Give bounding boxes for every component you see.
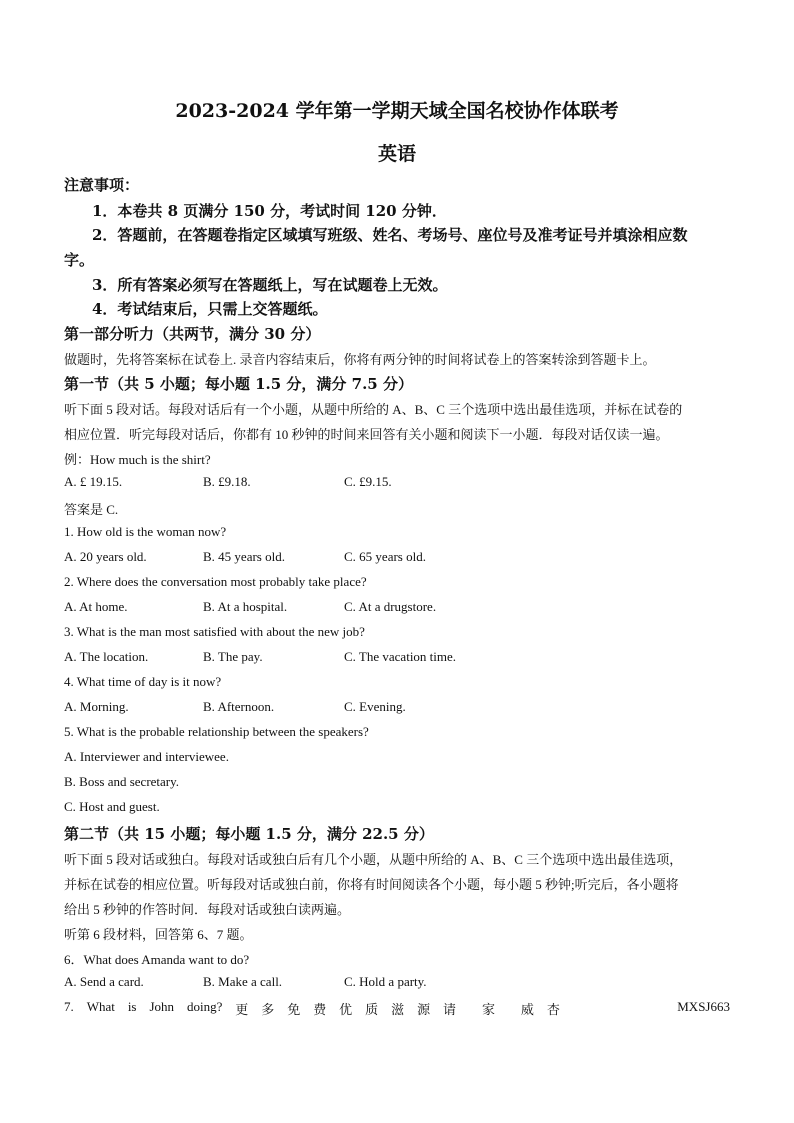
example-option-a: A. £ 19.15. (64, 474, 123, 489)
q5-option-a: A. Interviewer and interviewee. (64, 749, 229, 764)
q2-option-a: A. At home. (64, 599, 128, 614)
section1-instruction-1: 听下面 5 段对话。每段对话后有一个小题，从题中所给的 A、B、C 三个选项中选出最佳选项，并标在试卷的 (64, 402, 683, 417)
section2-heading: 第二节（共 15 小题；每小题 1.5 分，满分 22.5 分） (64, 825, 434, 843)
exam-title: 2023-2024 学年第一学期天域全国名校协作体联考 (175, 100, 619, 122)
q7-word: 更 (235, 1002, 249, 1017)
q1-option-a: A. 20 years old. (64, 549, 147, 564)
question-6: 6．What does Amanda want to do? (64, 952, 250, 967)
question-7 (64, 999, 560, 1018)
q6-option-b: B. Make a call. (203, 974, 283, 989)
section2-instruction-2: 并标在试卷的相应位置。听每段对话或独白前，你将有时间阅读各个小题，每小题 5 秒钟;听完后，各小题将 (64, 877, 679, 892)
notice-item-4: 4．考试结束后，只需上交答题纸。 (92, 300, 328, 318)
example-option-b: B. £9.18. (203, 474, 251, 489)
example-answer: 答案是 C. (64, 502, 119, 517)
notice-heading: 注意事项： (64, 176, 140, 194)
q7-word: 家 (481, 1002, 495, 1017)
q7-word: 费 (313, 1002, 327, 1017)
question-1: 1. How old is the woman now? (64, 524, 227, 539)
subject-title: 英语 (377, 143, 416, 165)
example-option-c: C. £9.15. (344, 474, 392, 489)
q4-option-b: B. Afternoon. (203, 699, 275, 714)
q3-option-b: B. The pay. (203, 649, 263, 664)
q7-word: 滋 (391, 1002, 405, 1017)
q4-option-a: A. Morning. (64, 699, 129, 714)
material-note: 听第 6 段材料，回答第 6、7 题。 (64, 927, 253, 942)
q7-word: John (149, 999, 174, 1014)
q7-word: 质 (365, 1002, 379, 1017)
q1-option-b: B. 45 years old. (203, 549, 285, 564)
q6-option-a: A. Send a card. (64, 974, 144, 989)
q6-option-c: C. Hold a party. (344, 974, 427, 989)
q7-word: 优 (339, 1002, 353, 1017)
q2-option-c: C. At a drugstore. (344, 599, 437, 614)
notice-item-3: 3．所有答案必须写在答题纸上，写在试题卷上无效。 (92, 276, 448, 294)
q1-option-c: C. 65 years old. (344, 549, 426, 564)
q7-word: 多 (261, 1002, 275, 1017)
question-4: 4. What time of day is it now? (64, 674, 222, 689)
section1-instruction-2: 相应位置．听完每段对话后，你都有 10 秒钟的时间来回答有关小题和阅读下一小题．每段对话仅读一遍。 (64, 427, 669, 442)
section2-instruction-3: 给出 5 秒钟的作答时间．每段对话或独白读两遍。 (64, 902, 351, 917)
part1-heading: 第一部分听力（共两节，满分 30 分） (64, 325, 321, 343)
section2-instruction-1: 听下面 5 段对话或独白。每段对话或独白后有几个小题，从题中所给的 A、B、C 三个选项中选出最佳选项， (64, 852, 683, 867)
q7-word: What (86, 999, 115, 1014)
q5-option-c: C. Host and guest. (64, 799, 160, 814)
q7-word: 源 (417, 1002, 431, 1017)
q3-option-a: A. The location. (64, 649, 149, 664)
question-2: 2. Where does the conversation most probably take place? (64, 574, 367, 589)
q7-word: is (127, 999, 137, 1014)
part1-instruction: 做题时，先将答案标在试卷上. 录音内容结束后，你将有两分钟的时间将试卷上的答案转涂到答题卡上。 (64, 352, 656, 367)
q2-option-b: B. At a hospital. (203, 599, 288, 614)
q7-word: 杏 (546, 1002, 560, 1017)
q5-option-b: B. Boss and secretary. (64, 774, 180, 789)
notice-item-2: 2．答题前，在答题卷指定区域填写班级、姓名、考场号、座位号及准考证号并填涂相应数 (92, 226, 688, 244)
question-5: 5. What is the probable relationship between the speakers? (64, 724, 369, 739)
q7-word: 7. (64, 999, 74, 1014)
q7-word: 威 (520, 1002, 534, 1017)
document-code: MXSJ663 (677, 999, 730, 1014)
q7-word: 免 (287, 1002, 301, 1017)
q7-word: doing? (186, 999, 223, 1014)
example-question: 例：How much is the shirt? (64, 452, 211, 467)
section1-heading: 第一节（共 5 小题；每小题 1.5 分，满分 7.5 分） (64, 375, 413, 393)
question-3: 3. What is the man most satisfied with about the new job? (64, 624, 365, 639)
q4-option-c: C. Evening. (344, 699, 406, 714)
question-7-words (64, 999, 560, 1018)
notice-item-2-cont: 字。 (64, 251, 95, 269)
notice-item-1: 1．本卷共 8 页满分 150 分，考试时间 120 分钟． (92, 202, 447, 220)
q7-word: 请 (443, 1002, 457, 1017)
q3-option-c: C. The vacation time. (344, 649, 457, 664)
